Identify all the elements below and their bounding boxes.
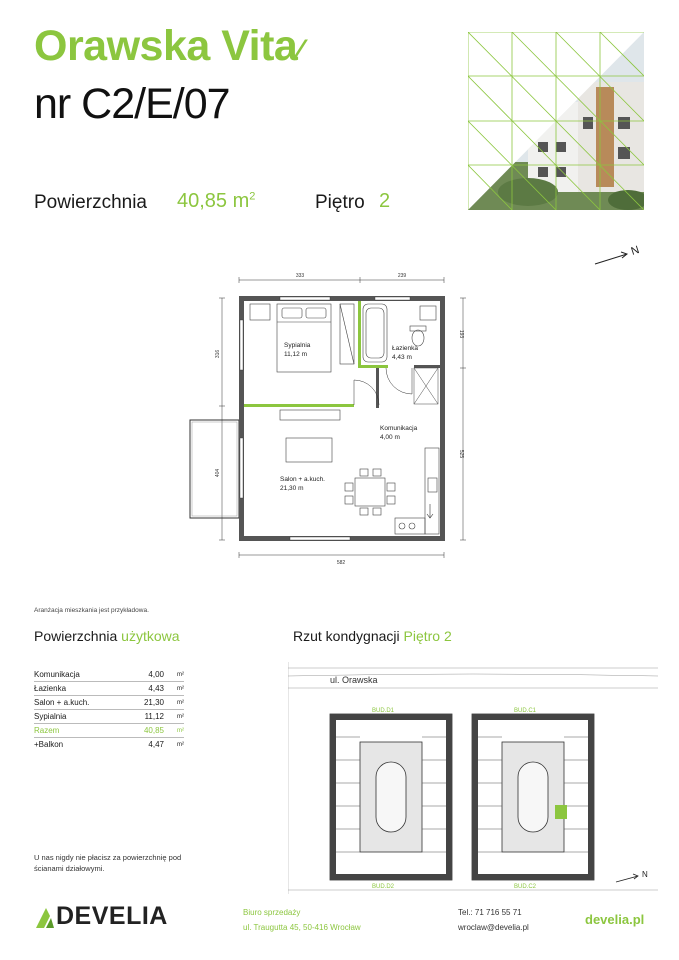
north-arrow-icon: [616, 870, 648, 882]
table-row: Łazienka 4,43 m²: [34, 682, 184, 696]
dim-525: 525: [458, 449, 464, 459]
room-label-komunikacja: Komunikacja: [380, 425, 418, 432]
floor-plan-title: Rzut kondygnacji Piętro 2: [293, 628, 452, 644]
building-label-d1: BUD.D1: [372, 708, 395, 714]
dim-239: 239: [397, 273, 407, 279]
table-row: +Balkon 4,47 m²: [34, 740, 184, 749]
room-label-sypialnia: Sypialnia: [284, 342, 311, 349]
dim-316: 316: [215, 349, 221, 359]
room-area-salon: 21,30 m: [280, 485, 304, 492]
room-label-lazienka: Łazienka: [392, 345, 419, 352]
building-label-d2: BUD.D2: [372, 884, 395, 890]
floor-value: 2: [379, 190, 391, 212]
room-label-salon: Salon + a.kuch.: [280, 476, 325, 483]
partition-wall-note: U nas nigdy nie płacisz za powierzchnię pod ścianami działowymi.: [34, 853, 182, 873]
email-address[interactable]: wroclaw@develia.pl: [458, 923, 529, 932]
table-row: Sypialnia 11,12 m²: [34, 710, 184, 724]
dim-333: 333: [295, 273, 305, 279]
brand-name: DEVELIA: [56, 902, 168, 930]
contact-info: [458, 905, 529, 935]
highlighted-apartment: [555, 805, 567, 819]
phone-number[interactable]: Tel.: 71 716 55 71: [458, 908, 522, 917]
street-label: ul. Orawska: [330, 675, 378, 685]
apartment-floor-plan: [180, 268, 490, 568]
room-area-lazienka: 4,43 m: [392, 354, 412, 361]
svg-text:N: N: [642, 870, 648, 879]
sales-office-title: Biuro sprzedaży: [243, 908, 301, 917]
room-area-sypialnia: 11,12 m: [284, 351, 308, 358]
table-row: Salon + a.kuch. 21,30 m²: [34, 696, 184, 710]
building-label-c2: BUD.C2: [514, 884, 537, 890]
room-areas-table: [34, 668, 184, 751]
project-title: Orawska Vita⁄: [34, 22, 302, 70]
develia-logo-icon: [34, 902, 56, 932]
sales-office: [243, 905, 361, 935]
svg-text:N: N: [629, 244, 641, 258]
website-link[interactable]: develia.pl: [585, 912, 645, 927]
area-label: Powierzchnia: [34, 192, 147, 213]
floor-label: Piętro: [315, 192, 365, 213]
usable-area-title: Powierzchnia użytkowa: [34, 628, 180, 644]
north-arrow-icon: [593, 238, 645, 268]
table-row: Komunikacja 4,00 m²: [34, 668, 184, 682]
dim-404: 404: [215, 468, 221, 478]
room-area-komunikacja: 4,00 m: [380, 434, 400, 441]
apartment-number: nr C2/E/07: [34, 80, 230, 128]
dim-193: 193: [458, 329, 464, 339]
site-plan: [288, 662, 658, 894]
table-row-total: Razem 40,85 m²: [34, 724, 184, 738]
building-label-c1: BUD.C1: [514, 708, 537, 714]
area-value: 40,85 $m^2$: [177, 190, 256, 212]
dim-582: 582: [336, 560, 346, 566]
building-visualization: [468, 32, 644, 210]
arrangement-note: Aranżacja mieszkania jest przykładowa.: [34, 607, 149, 614]
sales-office-address: ul. Traugutta 45, 50-416 Wrocław: [243, 923, 361, 932]
